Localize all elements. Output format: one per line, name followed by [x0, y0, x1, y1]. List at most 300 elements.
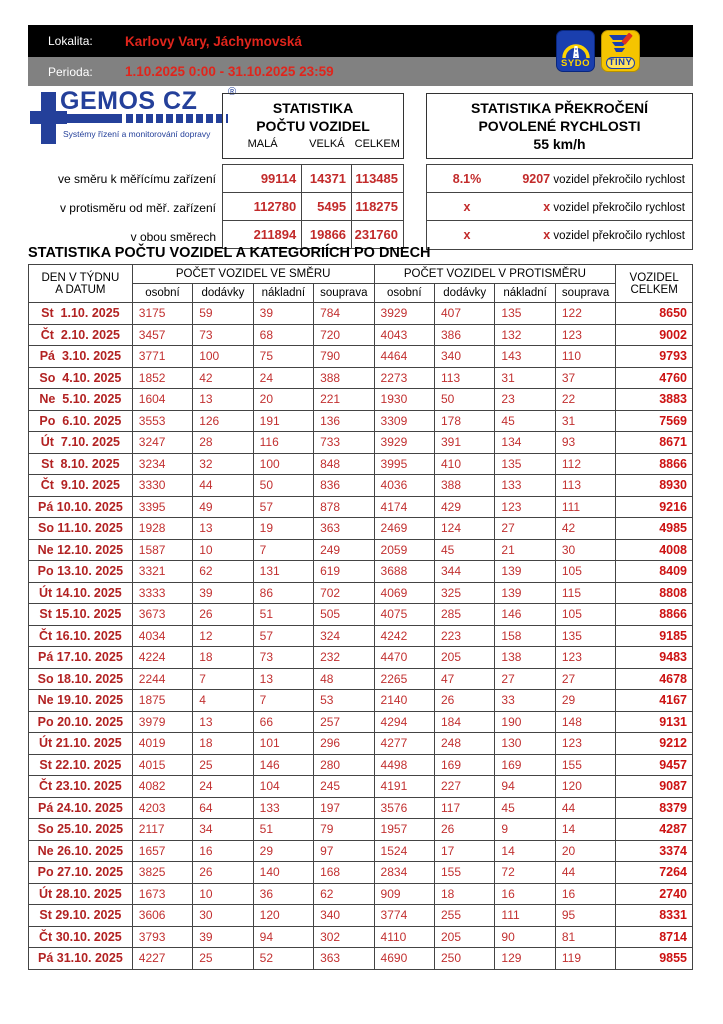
- vehicle-count-cell: 790: [314, 346, 374, 368]
- vehicle-count-cell: 120: [555, 776, 615, 798]
- day-date-cell: Út 7.10. 2025: [29, 432, 133, 454]
- vehicle-count-cell: 22: [555, 389, 615, 411]
- vehicle-count-cell: 16: [555, 883, 615, 905]
- daily-row: [29, 711, 693, 733]
- daily-row: [29, 389, 693, 411]
- vehicle-count-cell: 4069: [374, 582, 434, 604]
- speed-summary-row: [427, 165, 692, 193]
- day-date-cell: St 15.10. 2025: [29, 604, 133, 626]
- vehicle-count-cell: 1928: [132, 518, 192, 540]
- day-date-cell: Pá 17.10. 2025: [29, 647, 133, 669]
- vehicle-count-cell: 24: [253, 367, 313, 389]
- vehicle-count-cell: 13: [193, 518, 253, 540]
- vehicle-count-cell: 123: [555, 733, 615, 755]
- count-value: 231760: [352, 221, 404, 249]
- vehicle-count-cell: 44: [555, 797, 615, 819]
- vehicle-count-cell: 2834: [374, 862, 434, 884]
- day-date-cell: Ne 5.10. 2025: [29, 389, 133, 411]
- vehicle-count-cell: 62: [314, 883, 374, 905]
- vehicle-count-cell: 135: [495, 303, 555, 325]
- vehicle-count-cell: 47: [434, 668, 494, 690]
- vehicle-count-cell: 39: [253, 303, 313, 325]
- daily-row: [29, 690, 693, 712]
- vehicle-count-cell: 33: [495, 690, 555, 712]
- vehicle-count-cell: 39: [193, 926, 253, 948]
- day-date-cell: Ne 26.10. 2025: [29, 840, 133, 862]
- vehicle-count-cell: 148: [555, 711, 615, 733]
- vehicle-count-cell: 184: [434, 711, 494, 733]
- vehicle-count-cell: 296: [314, 733, 374, 755]
- vehicle-count-cell: 131: [253, 561, 313, 583]
- daily-total-cell: 4760: [616, 367, 693, 389]
- vehicle-count-cell: 1673: [132, 883, 192, 905]
- vehicle-count-cell: 3606: [132, 905, 192, 927]
- speed-summary-row: [427, 221, 692, 249]
- vehicle-count-cell: 130: [495, 733, 555, 755]
- direction-label: v obou směrech: [130, 229, 216, 244]
- vehicle-count-cell: 17: [434, 840, 494, 862]
- vehicle-count-cell: 105: [555, 561, 615, 583]
- subheader-osobni: osobní: [374, 284, 434, 303]
- vehicle-count-cell: 75: [253, 346, 313, 368]
- logo-badges: [556, 30, 640, 72]
- vehicle-count-cell: 13: [193, 389, 253, 411]
- daily-row: [29, 926, 693, 948]
- vehicle-count-cell: 221: [314, 389, 374, 411]
- tiny-document-pencil-icon: [606, 32, 636, 58]
- vehicle-count-cell: 113: [434, 367, 494, 389]
- exceed-count: x: [543, 199, 551, 214]
- vehicle-count-cell: 190: [495, 711, 555, 733]
- daily-row: [29, 840, 693, 862]
- vehicle-count-cell: 66: [253, 711, 313, 733]
- vehicle-count-cell: 10: [193, 883, 253, 905]
- daily-row: [29, 432, 693, 454]
- vehicle-count-cell: 280: [314, 754, 374, 776]
- vehicle-count-cell: 4174: [374, 496, 434, 518]
- vehicle-count-cell: 178: [434, 410, 494, 432]
- daily-row: [29, 496, 693, 518]
- vehicle-count-cell: 2117: [132, 819, 192, 841]
- exceed-detail: [507, 200, 692, 214]
- daily-total-cell: 8409: [616, 561, 693, 583]
- vehicle-count-cell: 3774: [374, 905, 434, 927]
- vehicle-count-cell: 123: [555, 647, 615, 669]
- vehicle-count-cell: 126: [193, 410, 253, 432]
- vehicle-count-cell: 340: [314, 905, 374, 927]
- daily-total-cell: 9793: [616, 346, 693, 368]
- vehicle-count-cell: 133: [253, 797, 313, 819]
- daily-row: [29, 604, 693, 626]
- vehicle-count-cell: 53: [314, 690, 374, 712]
- vehicle-count-cell: 146: [253, 754, 313, 776]
- daily-total-cell: 9457: [616, 754, 693, 776]
- vehicle-count-cell: 129: [495, 948, 555, 970]
- vehicle-count-cell: 344: [434, 561, 494, 583]
- vehicle-count-cell: 2273: [374, 367, 434, 389]
- vehicle-count-cell: 4464: [374, 346, 434, 368]
- vehicle-count-cell: 245: [314, 776, 374, 798]
- vehicle-count-cell: 388: [314, 367, 374, 389]
- vehicle-count-cell: 250: [434, 948, 494, 970]
- sydo-logo: [556, 30, 595, 72]
- col-header-velka: VELKÁ: [309, 138, 345, 150]
- vehicle-count-cell: 24: [193, 776, 253, 798]
- exceed-text: vozidel překročilo rychlost: [550, 230, 685, 242]
- vehicle-count-cell: 4277: [374, 733, 434, 755]
- count-summary-row: [223, 193, 404, 221]
- daily-total-cell: 3374: [616, 840, 693, 862]
- vehicle-count-cell: 363: [314, 948, 374, 970]
- daily-total-cell: 4678: [616, 668, 693, 690]
- vehicle-count-cell: 325: [434, 582, 494, 604]
- daily-row: [29, 303, 693, 325]
- vehicle-count-cell: 3247: [132, 432, 192, 454]
- vehicle-count-cell: 4043: [374, 324, 434, 346]
- vehicle-count-cell: 1875: [132, 690, 192, 712]
- vehicle-count-cell: 112: [555, 453, 615, 475]
- vehicle-count-cell: 1524: [374, 840, 434, 862]
- vehicle-count-cell: 7: [253, 539, 313, 561]
- day-date-cell: So 4.10. 2025: [29, 367, 133, 389]
- daily-table-title: STATISTIKA POČTU VOZIDEL A KATEGORIÍCH PO DNECH: [28, 245, 431, 261]
- daily-total-cell: 8671: [616, 432, 693, 454]
- count-box-columns: [223, 138, 403, 150]
- count-box-title-1: STATISTIKA: [272, 100, 354, 116]
- perioda-label: Perioda:: [48, 64, 93, 79]
- tiny-label: TINY: [606, 57, 636, 69]
- vehicle-count-cell: 505: [314, 604, 374, 626]
- day-date-cell: Po 6.10. 2025: [29, 410, 133, 432]
- vehicle-count-cell: 105: [555, 604, 615, 626]
- vehicle-count-cell: 3457: [132, 324, 192, 346]
- daily-total-cell: 8866: [616, 604, 693, 626]
- day-date-cell: Čt 9.10. 2025: [29, 475, 133, 497]
- vehicle-count-cell: 7: [253, 690, 313, 712]
- daily-row: [29, 346, 693, 368]
- day-date-cell: So 25.10. 2025: [29, 819, 133, 841]
- speed-box-title-1: STATISTIKA PŘEKROČENÍ: [470, 100, 649, 116]
- vehicle-count-cell: 7: [193, 668, 253, 690]
- vehicle-count-cell: 836: [314, 475, 374, 497]
- vehicle-count-cell: 27: [555, 668, 615, 690]
- vehicle-count-cell: 363: [314, 518, 374, 540]
- speed-summary-table: [426, 164, 693, 250]
- header-total: VOZIDEL CELKEM: [616, 265, 693, 303]
- daily-row: [29, 647, 693, 669]
- vehicle-count-cell: 2469: [374, 518, 434, 540]
- count-summary-row: [223, 165, 404, 193]
- daily-row: [29, 776, 693, 798]
- vehicle-count-cell: 191: [253, 410, 313, 432]
- vehicle-count-cell: 27: [495, 668, 555, 690]
- daily-total-cell: 8379: [616, 797, 693, 819]
- daily-total-cell: 4985: [616, 518, 693, 540]
- registered-mark: ®: [228, 86, 237, 98]
- vehicle-count-cell: 10: [193, 539, 253, 561]
- vehicle-count-cell: 205: [434, 647, 494, 669]
- day-date-cell: St 22.10. 2025: [29, 754, 133, 776]
- vehicle-count-cell: 2265: [374, 668, 434, 690]
- sydo-label: SYDO: [561, 58, 590, 69]
- subheader-dodavky: dodávky: [434, 284, 494, 303]
- vehicle-count-cell: 3929: [374, 303, 434, 325]
- vehicle-count-cell: 62: [193, 561, 253, 583]
- vehicle-count-cell: 26: [434, 819, 494, 841]
- lokalita-label: Lokalita:: [48, 34, 93, 48]
- vehicle-count-cell: 4036: [374, 475, 434, 497]
- vehicle-count-cell: 45: [434, 539, 494, 561]
- vehicle-count-cell: 57: [253, 625, 313, 647]
- exceed-count: x: [543, 228, 551, 242]
- daily-header-group-row: [29, 265, 693, 284]
- col-header-mala: MALÁ: [247, 138, 278, 150]
- vehicle-count-cell: 4082: [132, 776, 192, 798]
- vehicle-count-cell: 28: [193, 432, 253, 454]
- subheader-dodavky: dodávky: [193, 284, 253, 303]
- vehicle-count-cell: 3929: [374, 432, 434, 454]
- vehicle-count-cell: 388: [434, 475, 494, 497]
- daily-row: [29, 367, 693, 389]
- daily-row: [29, 948, 693, 970]
- speed-limit: 55 km/h: [533, 136, 586, 152]
- daily-total-cell: 9185: [616, 625, 693, 647]
- vehicle-count-cell: 3771: [132, 346, 192, 368]
- header-day-date: DEN V TÝDNU A DATUM: [29, 265, 133, 303]
- vehicle-count-cell: 20: [555, 840, 615, 862]
- vehicle-count-cell: 26: [193, 862, 253, 884]
- vehicle-count-cell: 119: [555, 948, 615, 970]
- vehicle-count-cell: 169: [495, 754, 555, 776]
- vehicle-count-cell: 19: [253, 518, 313, 540]
- daily-row: [29, 905, 693, 927]
- gemos-logo: [30, 86, 237, 148]
- direction-labels: [28, 164, 216, 251]
- sydo-bridge-icon: [560, 34, 592, 59]
- day-date-cell: St 8.10. 2025: [29, 453, 133, 475]
- vehicle-count-cell: 249: [314, 539, 374, 561]
- exceed-count: 9207: [522, 171, 551, 186]
- daily-total-cell: 8808: [616, 582, 693, 604]
- count-value: 118275: [352, 193, 404, 221]
- vehicle-count-cell: 4034: [132, 625, 192, 647]
- subheader-osobni: osobní: [132, 284, 192, 303]
- day-date-cell: St 29.10. 2025: [29, 905, 133, 927]
- vehicle-count-cell: 158: [495, 625, 555, 647]
- daily-row: [29, 410, 693, 432]
- tiny-logo: [601, 30, 640, 72]
- vehicle-count-cell: 111: [555, 496, 615, 518]
- count-value: 211894: [223, 221, 302, 249]
- vehicle-count-cell: 340: [434, 346, 494, 368]
- count-box-title-2: POČTU VOZIDEL: [256, 118, 370, 134]
- day-date-cell: Út 14.10. 2025: [29, 582, 133, 604]
- day-date-cell: Út 28.10. 2025: [29, 883, 133, 905]
- direction-label: v protisměru od měř. zařízení: [59, 200, 216, 215]
- vehicle-count-cell: 13: [253, 668, 313, 690]
- vehicle-count-cell: 45: [495, 797, 555, 819]
- exceed-text: vozidel překročilo rychlost: [550, 201, 685, 214]
- vehicle-count-cell: 16: [193, 840, 253, 862]
- day-date-cell: Čt 30.10. 2025: [29, 926, 133, 948]
- vehicle-count-cell: 3321: [132, 561, 192, 583]
- vehicle-count-cell: 4242: [374, 625, 434, 647]
- daily-row: [29, 733, 693, 755]
- vehicle-count-cell: 123: [555, 324, 615, 346]
- daily-total-cell: 9087: [616, 776, 693, 798]
- day-date-cell: Po 20.10. 2025: [29, 711, 133, 733]
- day-date-cell: Ne 19.10. 2025: [29, 690, 133, 712]
- vehicle-count-cell: 16: [495, 883, 555, 905]
- vehicle-count-cell: 104: [253, 776, 313, 798]
- vehicle-count-cell: 1852: [132, 367, 192, 389]
- daily-row: [29, 668, 693, 690]
- day-date-cell: Út 21.10. 2025: [29, 733, 133, 755]
- vehicle-count-cell: 168: [314, 862, 374, 884]
- vehicle-count-cell: 68: [253, 324, 313, 346]
- vehicle-count-cell: 48: [314, 668, 374, 690]
- vehicle-count-cell: 3175: [132, 303, 192, 325]
- day-date-cell: St 1.10. 2025: [29, 303, 133, 325]
- vehicle-count-cell: 18: [434, 883, 494, 905]
- vehicle-count-cell: 169: [434, 754, 494, 776]
- vehicle-count-cell: 135: [495, 453, 555, 475]
- vehicle-count-cell: 44: [193, 475, 253, 497]
- subheader-souprava: souprava: [555, 284, 615, 303]
- daily-row: [29, 883, 693, 905]
- vehicle-count-cell: 4224: [132, 647, 192, 669]
- speed-summary-row: [427, 193, 692, 221]
- vehicle-count-cell: 113: [555, 475, 615, 497]
- vehicle-count-cell: 4498: [374, 754, 434, 776]
- vehicle-count-cell: 50: [253, 475, 313, 497]
- subheader-nakladni: nákladní: [253, 284, 313, 303]
- daily-total-cell: 9131: [616, 711, 693, 733]
- vehicle-count-cell: 18: [193, 733, 253, 755]
- vehicle-count-cell: 122: [555, 303, 615, 325]
- vehicle-count-cell: 124: [434, 518, 494, 540]
- daily-row: [29, 582, 693, 604]
- vehicle-count-cell: 3333: [132, 582, 192, 604]
- vehicle-count-cell: 132: [495, 324, 555, 346]
- vehicle-count-cell: 4: [193, 690, 253, 712]
- vehicle-count-cell: 30: [193, 905, 253, 927]
- vehicle-count-cell: 120: [253, 905, 313, 927]
- header-group-direction: POČET VOZIDEL VE SMĚRU: [132, 265, 374, 284]
- vehicle-count-cell: 223: [434, 625, 494, 647]
- vehicle-count-cell: 1957: [374, 819, 434, 841]
- vehicle-count-cell: 143: [495, 346, 555, 368]
- vehicle-count-cell: 410: [434, 453, 494, 475]
- vehicle-count-cell: 3673: [132, 604, 192, 626]
- vehicle-count-cell: 302: [314, 926, 374, 948]
- vehicle-count-cell: 3553: [132, 410, 192, 432]
- vehicle-count-cell: 3309: [374, 410, 434, 432]
- vehicle-count-cell: 139: [495, 582, 555, 604]
- vehicle-count-cell: 407: [434, 303, 494, 325]
- vehicle-count-cell: 205: [434, 926, 494, 948]
- vehicle-count-cell: 50: [434, 389, 494, 411]
- vehicle-count-cell: 429: [434, 496, 494, 518]
- vehicle-count-cell: 909: [374, 883, 434, 905]
- vehicle-count-cell: 73: [193, 324, 253, 346]
- count-value: 99114: [223, 165, 302, 193]
- vehicle-count-cell: 4203: [132, 797, 192, 819]
- day-date-cell: So 11.10. 2025: [29, 518, 133, 540]
- daily-total-cell: 7569: [616, 410, 693, 432]
- vehicle-count-cell: 4019: [132, 733, 192, 755]
- vehicle-count-cell: 25: [193, 754, 253, 776]
- vehicle-count-cell: 23: [495, 389, 555, 411]
- vehicle-count-cell: 1930: [374, 389, 434, 411]
- vehicle-count-cell: 155: [555, 754, 615, 776]
- gemos-tagline: Systémy řízení a monitorování dopravy: [63, 129, 211, 139]
- day-date-cell: Pá 10.10. 2025: [29, 496, 133, 518]
- daily-row: [29, 539, 693, 561]
- day-date-cell: Pá 3.10. 2025: [29, 346, 133, 368]
- daily-row: [29, 819, 693, 841]
- daily-total-cell: 9216: [616, 496, 693, 518]
- vehicle-count-cell: 72: [495, 862, 555, 884]
- vehicle-count-cell: 848: [314, 453, 374, 475]
- exceed-percent: 8.1%: [452, 171, 482, 186]
- vehicle-count-cell: 26: [193, 604, 253, 626]
- daily-row: [29, 862, 693, 884]
- vehicle-count-cell: 31: [495, 367, 555, 389]
- lokalita-value: Karlovy Vary, Jáchymovská: [125, 33, 302, 49]
- vehicle-count-cell: 27: [495, 518, 555, 540]
- vehicle-count-cell: 878: [314, 496, 374, 518]
- vehicle-count-cell: 285: [434, 604, 494, 626]
- daily-total-cell: 8714: [616, 926, 693, 948]
- daily-row: [29, 754, 693, 776]
- vehicle-count-cell: 44: [555, 862, 615, 884]
- day-date-cell: Pá 31.10. 2025: [29, 948, 133, 970]
- exceed-detail: [507, 172, 692, 186]
- vehicle-count-cell: 140: [253, 862, 313, 884]
- vehicle-count-cell: 232: [314, 647, 374, 669]
- vehicle-count-cell: 3995: [374, 453, 434, 475]
- vehicle-count-cell: 3576: [374, 797, 434, 819]
- count-value: 113485: [352, 165, 404, 193]
- vehicle-count-cell: 94: [495, 776, 555, 798]
- vehicle-count-cell: 31: [555, 410, 615, 432]
- vehicle-count-cell: 4191: [374, 776, 434, 798]
- subheader-souprava: souprava: [314, 284, 374, 303]
- vehicle-count-cell: 1604: [132, 389, 192, 411]
- vehicle-count-cell: 784: [314, 303, 374, 325]
- vehicle-count-cell: 3793: [132, 926, 192, 948]
- vehicle-count-cell: 702: [314, 582, 374, 604]
- vehicle-count-cell: 95: [555, 905, 615, 927]
- daily-total-cell: 4167: [616, 690, 693, 712]
- vehicle-count-cell: 110: [555, 346, 615, 368]
- vehicle-count-cell: 25: [193, 948, 253, 970]
- vehicle-count-cell: 73: [253, 647, 313, 669]
- daily-total-cell: 4008: [616, 539, 693, 561]
- vehicle-count-cell: 324: [314, 625, 374, 647]
- vehicle-count-cell: 26: [434, 690, 494, 712]
- daily-table: [28, 264, 693, 970]
- vehicle-count-cell: 14: [495, 840, 555, 862]
- vehicle-count-cell: 37: [555, 367, 615, 389]
- vehicle-count-cell: 1587: [132, 539, 192, 561]
- vehicle-count-cell: 20: [253, 389, 313, 411]
- vehicle-count-cell: 619: [314, 561, 374, 583]
- vehicle-count-cell: 133: [495, 475, 555, 497]
- count-stats-header: [222, 93, 404, 159]
- vehicle-count-cell: 52: [253, 948, 313, 970]
